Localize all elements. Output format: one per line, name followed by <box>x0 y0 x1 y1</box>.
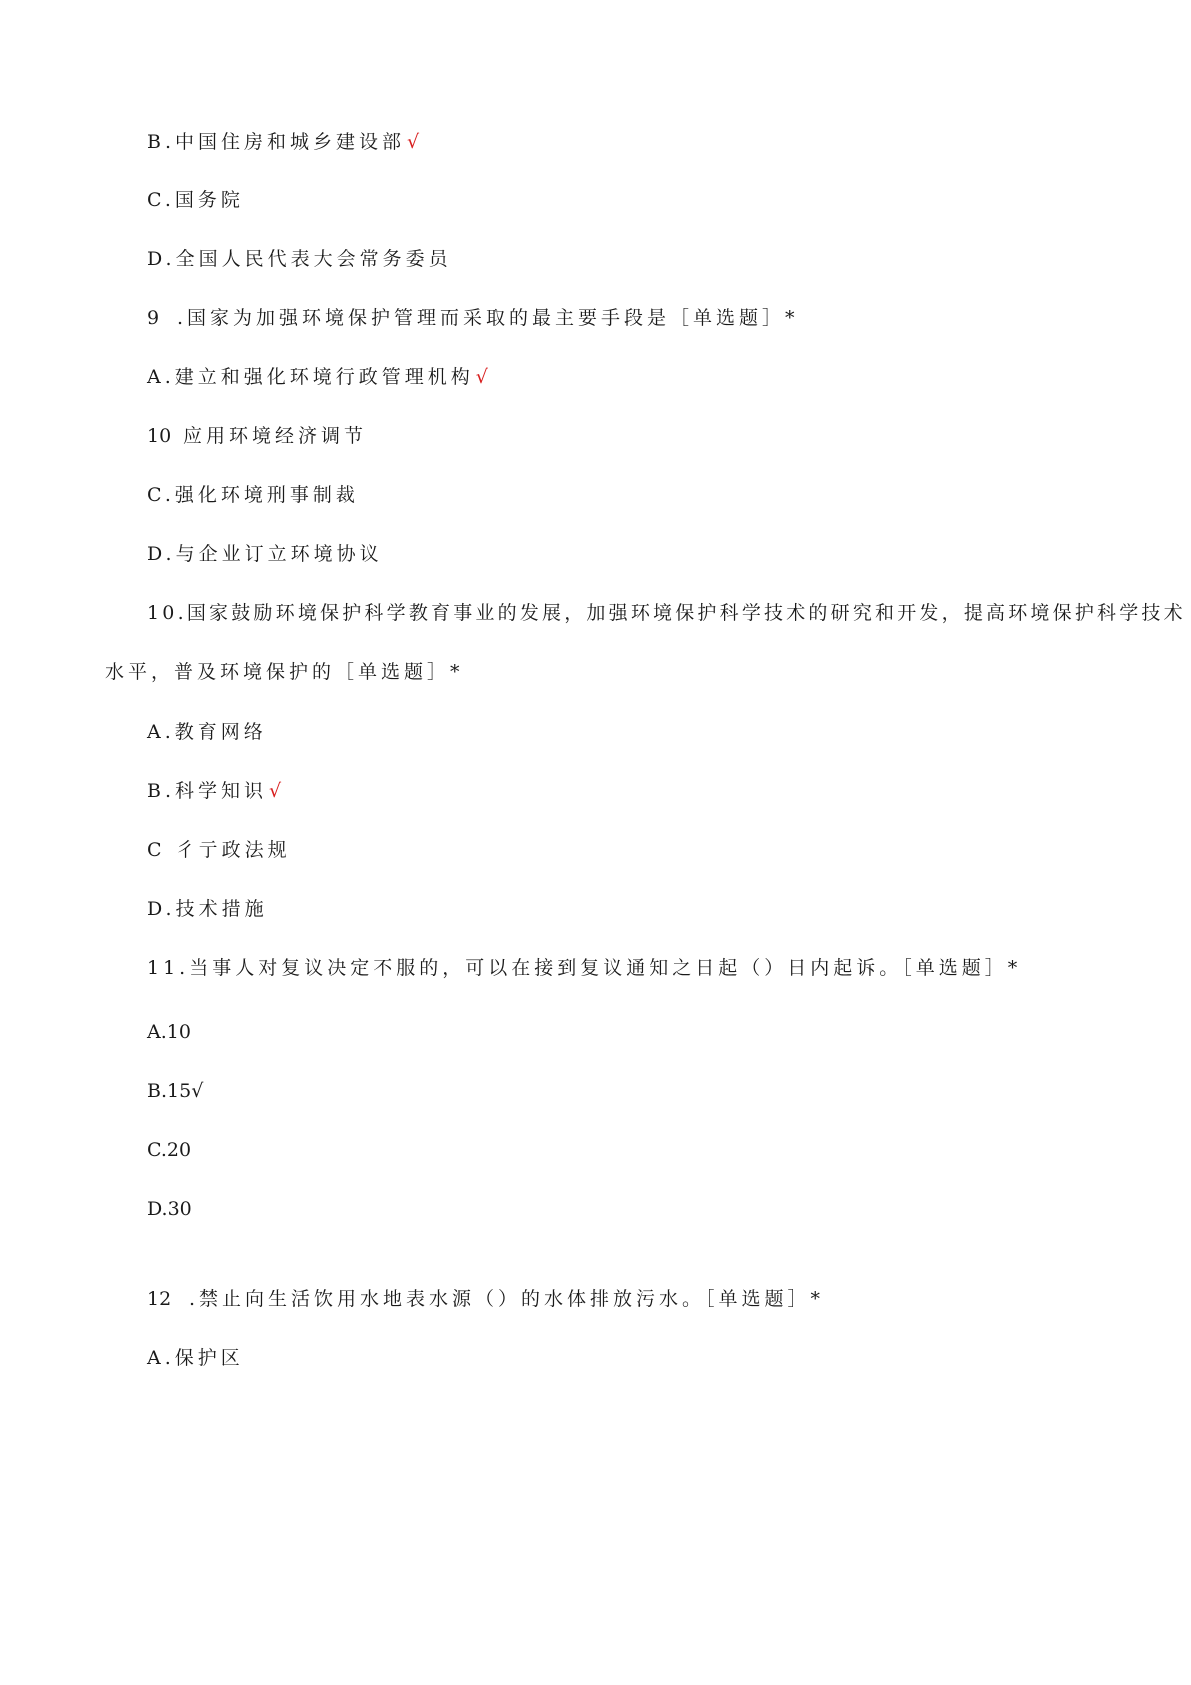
question-text: .国家为加强环境保护管理而采取的最主要手段是［单选题］* <box>177 307 799 329</box>
option-text: B.15 <box>147 1080 192 1102</box>
question-10 <box>147 601 1186 625</box>
option-a <box>147 720 267 744</box>
question-10-continued <box>105 660 464 684</box>
option-b-answer <box>147 779 281 803</box>
check-mark-icon: √ <box>269 780 282 802</box>
option-text: C.20 <box>147 1139 192 1161</box>
option-text: B.科学知识 <box>147 780 268 802</box>
check-mark-icon: √ <box>475 366 488 388</box>
question-11 <box>147 956 1021 980</box>
question-text: 10.国家鼓励环境保护科学教育事业的发展，加强环境保护科学技术的研究和开发，提高环境保护科学技术 <box>147 602 1186 624</box>
option-a-answer <box>147 365 488 389</box>
option-text: 应用环境经济调节 <box>183 425 368 447</box>
option-number: 10 <box>147 425 172 447</box>
option-c <box>147 483 359 507</box>
question-text: 11.当事人对复议决定不服的，可以在接到复议通知之日起（）日内起诉。［单选题］* <box>147 957 1022 979</box>
option-c <box>147 838 291 862</box>
option-text: A.建立和强化环境行政管理机构 <box>147 366 474 388</box>
option-text: C 彳亍政法规 <box>147 839 291 861</box>
question-number: 9 <box>147 307 160 329</box>
check-mark-icon: √ <box>191 1080 204 1102</box>
option-text: D.30 <box>147 1198 192 1220</box>
option-text: B.中国住房和城乡建设部 <box>147 131 406 153</box>
option-d <box>147 897 268 921</box>
question-text: 水平，普及环境保护的［单选题］* <box>105 661 464 683</box>
option-c <box>147 188 244 212</box>
option-text: A.教育网络 <box>147 721 267 743</box>
option-text: A.保护区 <box>147 1347 244 1369</box>
check-mark-icon: √ <box>407 131 420 153</box>
option-text: D.与企业订立环境协议 <box>147 543 383 565</box>
option-text: A.10 <box>147 1021 191 1043</box>
option-b-answer <box>147 1079 203 1103</box>
option-b <box>147 424 367 448</box>
question-9 <box>147 306 799 330</box>
option-d <box>147 247 452 271</box>
option-b-answer <box>147 130 419 154</box>
option-a <box>147 1020 191 1044</box>
question-number: 12 <box>147 1288 172 1310</box>
option-c <box>147 1138 191 1162</box>
option-text: C.国务院 <box>147 189 244 211</box>
option-d <box>147 542 383 566</box>
option-text: D.技术措施 <box>147 898 268 920</box>
question-12 <box>147 1287 824 1311</box>
option-a <box>147 1346 244 1370</box>
option-text: D.全国人民代表大会常务委员 <box>147 248 452 270</box>
question-text: .禁止向生活饮用水地表水源（）的水体排放污水。［单选题］* <box>189 1288 825 1310</box>
option-text: C.强化环境刑事制裁 <box>147 484 359 506</box>
option-d <box>147 1197 192 1221</box>
